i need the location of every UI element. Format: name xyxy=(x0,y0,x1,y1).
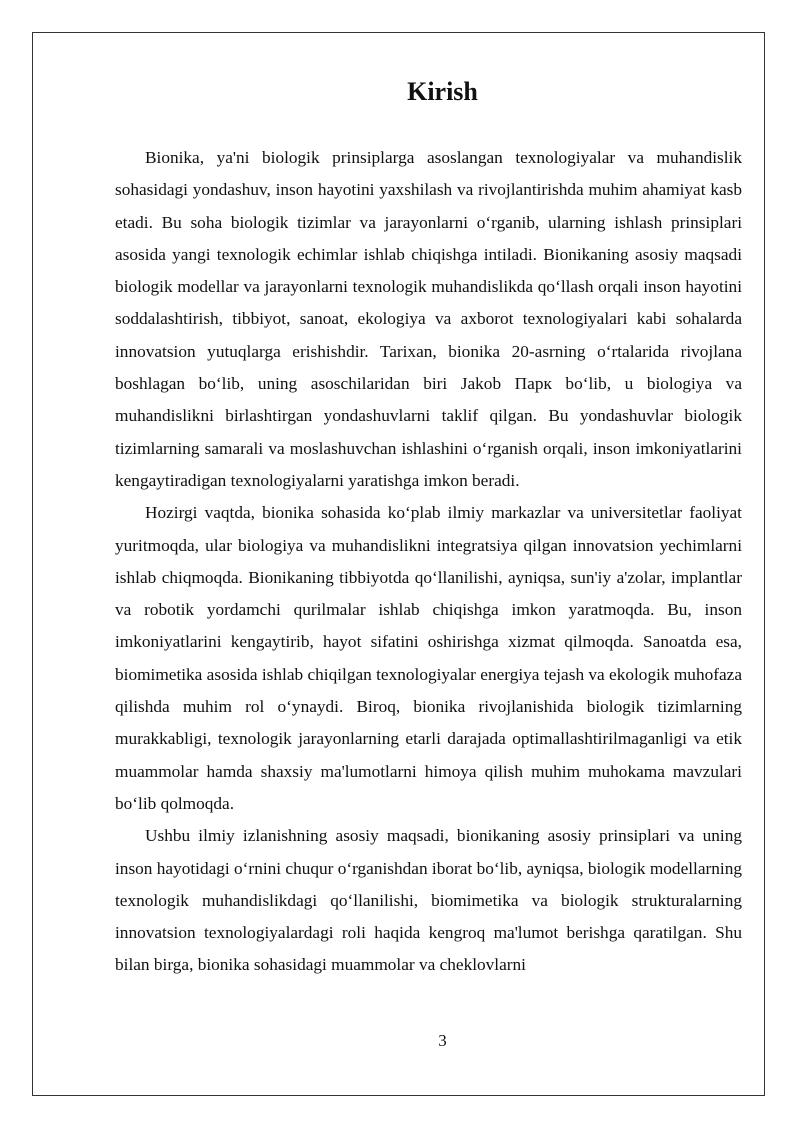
body-text xyxy=(115,142,742,982)
paragraph-2: Hozirgi vaqtda, bionika sohasida koʻplab ilmiy markazlar va universitetlar faoliyat yuritmoqda, ular biologiya va muhandislikni integratsiya qilgan innovatsion yechimlarni ishlab chiqmoqda. Bionikaning tibbiyotda qoʻllanilishi, ayniqsa, sun'iy a'zolar, implantlar va robotik yordamchi qurilmalar ishlab chiqishga imkon yaratmoqda. Bu, inson imkoniyatlarini kengaytirib, hayot sifatini oshirishga xizmat qilmoqda. Sanoatda esa, biomimetika asosida ishlab chiqilgan texnologiyalar energiya tejash va ekologik muhofaza qilishda muhim rol oʻynaydi. Biroq, bionika rivojlanishida biologik tizimlarning murakkabligi, texnologik jarayonlarning etarli darajada optimallashtirilmaganligi va etik muammolar hamda shaxsiy ma'lumotlarni himoya qilish muhim muhokama mavzulari boʻlib qolmoqda. xyxy=(115,503,742,813)
paragraph-3: Ushbu ilmiy izlanishning asosiy maqsadi, bionikaning asosiy prinsiplari va uning inson hayotidagi oʻrnini chuqur oʻrganishdan iborat boʻlib, ayniqsa, biologik modellarning texnologik muhandislikdagi qoʻllanilishi, biomimetika va biologik strukturalarning innovatsion texnologiyalardagi roli haqida kengroq ma'lumot berishga qaratilgan. Shu bilan birga, bionika sohasidagi muammolar va cheklovlarni xyxy=(115,826,742,975)
page-title: Kirish xyxy=(407,77,478,106)
page-number: 3 xyxy=(438,1031,447,1050)
paragraph-1: Bionika, ya'ni biologik prinsiplarga asoslangan texnologiyalar va muhandislik sohasidagi yondashuv, inson hayotini yaxshilash va rivojlantirishda muhim ahamiyat kasb etadi. Bu soha biologik tizimlar va jarayonlarni oʻrganib, ularning ishlash prinsiplari asosida yangi texnologik echimlar ishlab chiqishga intiladi. Bionikaning asosiy maqsadi biologik modellar va jarayonlarni texnologik muhandislikda qoʻllash orqali inson hayotini soddalashtirish, tibbiyot, sanoat, ekologiya va axborot texnologiyalari kabi sohalarda innovatsion yutuqlarga erishishdir. Tarixan, bionika 20-asrning oʻrtalarida rivojlana boshlagan boʻlib, uning asoschilaridan biri Jakob Парк boʻlib, u biologiya va muhandislikni birlashtirgan yondashuvlarni taklif qilgan. Bu yondashuvlar biologik tizimlarning samarali va moslashuvchan ishlashini oʻrganish orqali, inson imkoniyatlarini kengaytiradigan texnologiyalarni yaratishga imkon beradi. xyxy=(115,148,742,490)
